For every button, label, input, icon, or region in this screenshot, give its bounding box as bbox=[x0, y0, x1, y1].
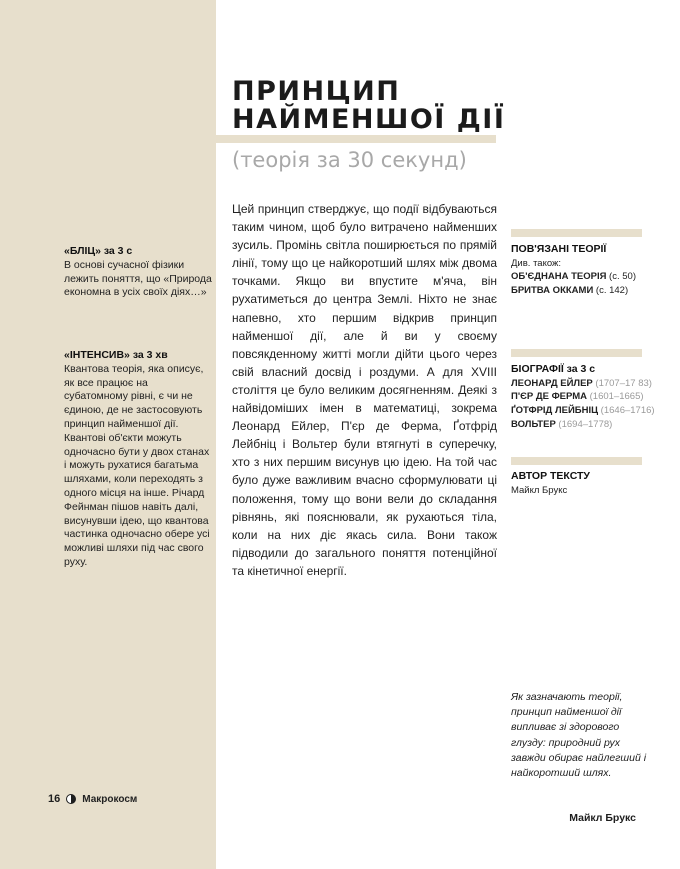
pull-quote: Як зазначають теорії, принцип найменшої дії випливає зі здорового глузду: природний рух завжди обирає найлегший і найкоротший шлях. bbox=[511, 691, 647, 780]
bios-heading-rest: за 3 с bbox=[563, 363, 596, 375]
title-underline-bar bbox=[216, 135, 496, 143]
intensive-top-bar bbox=[62, 337, 216, 345]
page-number: 16 bbox=[48, 793, 61, 805]
page-footer bbox=[48, 793, 137, 805]
body-paragraph: Цей принцип стверджує, що події відбуваються таким чином, щоб було витрачено найменших зусиль. Промінь світла поширюється по прямій лінії, тому що це найкоротший шлях між двома точками. Якщо ви впустите м'яча, він рухатиметься до центра Землі. Ніхто не знає напевно, хто першим відкрив принцип найменшої дії, але й ви у своєму повсякденному житті могли дійти цього через свій власний досвід і роздуми. А для XVIII століття це було великим досягненням. Деякі з найвідоміших імен в математиці, зокрема Леонард Ейлер, П'єр де Ферма, Ґотфрід Лейбніц і Вольтер були втягнуті в суперечку, хто з них першим висунув цю ідею. На той час було дуже важливим вчасно сформулювати ці положення, тому що вони вели до складання рівнянь, які пояснювали, як рухаються тіла, коли на них діє якась сила. Вони також підводили до загального поняття потенційної та кінетичної енергії. bbox=[232, 202, 497, 578]
related-top-bar bbox=[511, 229, 642, 237]
half-circle-icon bbox=[66, 794, 76, 804]
blitz-text: В основі сучасної фізики лежить поняття, що «Природа економна в усіх своїх діях…» bbox=[64, 258, 212, 299]
intensive-heading-bold: «ІНТЕНСИВ» bbox=[64, 349, 130, 361]
page-title-line-2: НАЙМЕНШОЇ ДІЇ bbox=[232, 104, 506, 135]
section-name: Макрокосм bbox=[82, 793, 138, 805]
bio-name: ҐОТФРІД ЛЕЙБНІЦ bbox=[511, 405, 599, 417]
blitz-heading-bold: «БЛІЦ» bbox=[64, 245, 101, 257]
page-subtitle: (теорія за 30 секунд) bbox=[232, 148, 467, 172]
intensive-box bbox=[64, 349, 212, 570]
bios-heading bbox=[511, 363, 671, 377]
author-heading: АВТОР ТЕКСТУ bbox=[511, 470, 590, 482]
related-item-name: ОБ'ЄДНАНА ТЕОРІЯ bbox=[511, 271, 607, 283]
intensive-heading bbox=[64, 349, 212, 363]
author-top-bar bbox=[511, 457, 642, 465]
pull-quote-author: Майкл Брукс bbox=[569, 812, 636, 824]
bio-years: (1694–1778) bbox=[555, 418, 613, 430]
related-item bbox=[511, 270, 671, 284]
bio-name: ВОЛЬТЕР bbox=[511, 418, 556, 430]
blitz-top-bar bbox=[62, 230, 216, 238]
related-item bbox=[511, 284, 671, 298]
bios-top-bar bbox=[511, 349, 642, 357]
bios-box bbox=[511, 363, 671, 432]
page-title bbox=[232, 78, 532, 134]
related-item-ref: (с. 142) bbox=[593, 285, 629, 297]
page-title-line-1: ПРИНЦИП bbox=[232, 76, 401, 107]
bio-item bbox=[511, 390, 671, 404]
bio-years: (1707–17 83) bbox=[592, 377, 652, 389]
blitz-heading-rest: за 3 с bbox=[100, 245, 133, 257]
related-heading: ПОВ'ЯЗАНІ ТЕОРІЇ bbox=[511, 243, 607, 255]
bio-item bbox=[511, 404, 671, 418]
bio-years: (1646–1716) bbox=[598, 405, 655, 417]
bio-item bbox=[511, 377, 671, 391]
bios-heading-bold: БІОГРАФІЇ bbox=[511, 363, 564, 375]
author-box bbox=[511, 470, 671, 497]
related-box bbox=[511, 243, 671, 298]
related-see-also: Див. також: bbox=[511, 257, 562, 269]
intensive-heading-rest: за 3 хв bbox=[129, 349, 168, 361]
bio-name: П'ЄР ДЕ ФЕРМА bbox=[511, 391, 587, 403]
related-item-ref: (с. 50) bbox=[606, 271, 636, 283]
blitz-box bbox=[64, 245, 212, 300]
blitz-heading bbox=[64, 245, 212, 259]
intensive-text: Квантова теорія, яка описує, як все працює на субатомному рівні, є чи не єдиною, де не застосовують принцип найменшої дії. Квантові об'єкти можуть одночасно бути у двох станах і можуть рухатися багатьма шляхами, коли переходять з одного місця на інше. Річард Фейнман пішов навіть далі, висунувши ідею, що квантова частинка одночасно обере усі можливі шляхи під час свого руху. bbox=[64, 362, 210, 568]
bio-item bbox=[511, 418, 671, 432]
author-name: Майкл Брукс bbox=[511, 484, 568, 496]
bio-years: (1601–1665) bbox=[587, 391, 644, 403]
bio-name: ЛЕОНАРД ЕЙЛЕР bbox=[511, 377, 593, 389]
related-item-name: БРИТВА ОККАМИ bbox=[511, 285, 594, 297]
